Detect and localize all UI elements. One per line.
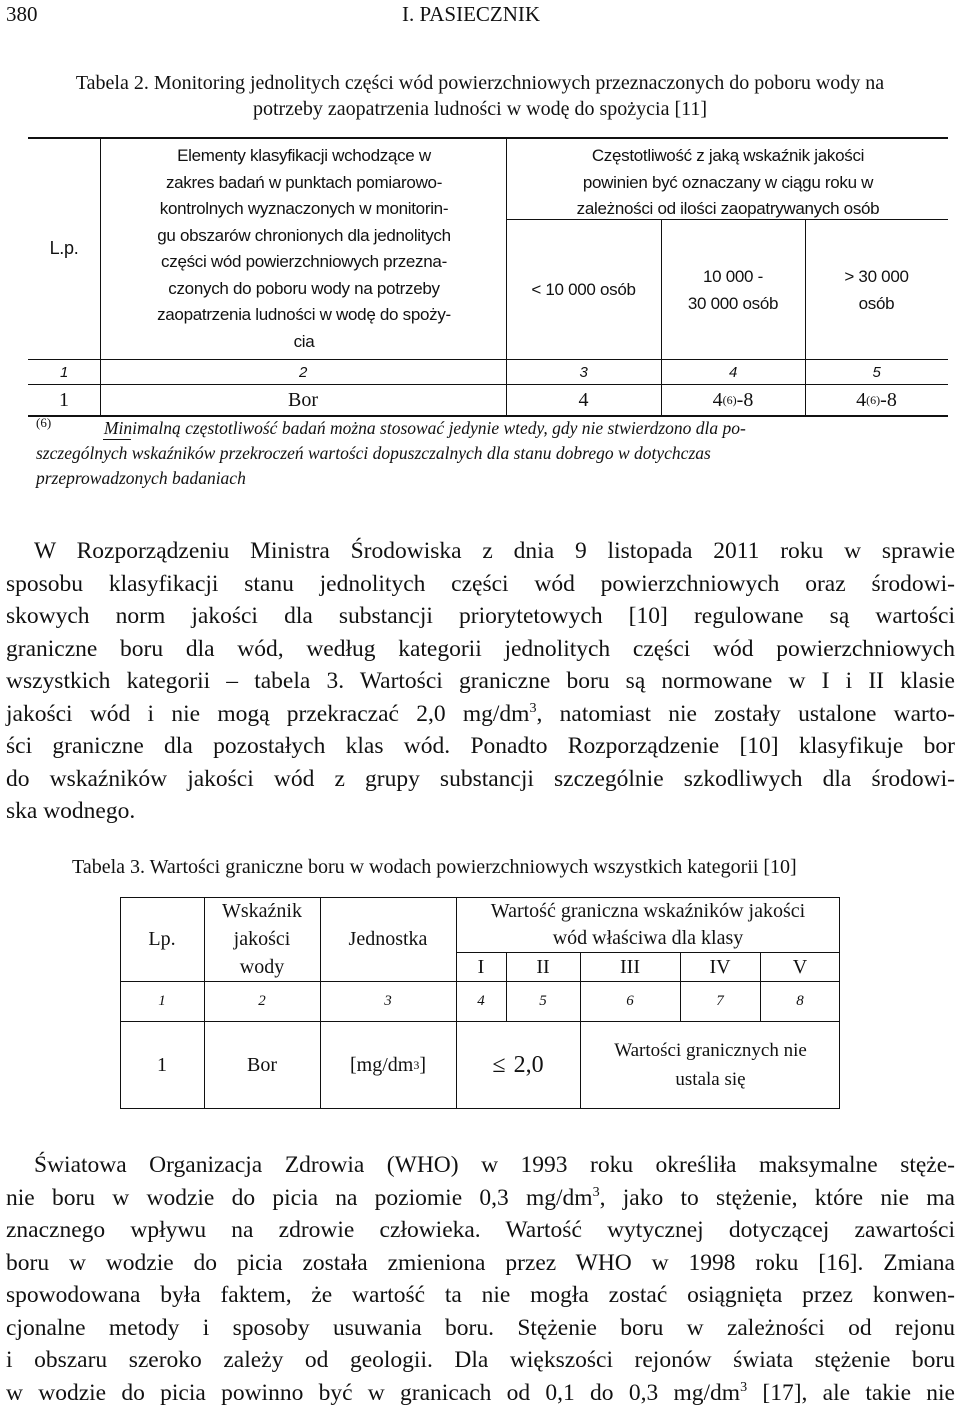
table2-header-lp: L.p. bbox=[49, 237, 79, 258]
table3-colnum-5: 5 bbox=[539, 993, 547, 1009]
table3-colnum-6: 6 bbox=[626, 993, 634, 1009]
table3-header-unit: Jednostka bbox=[348, 927, 428, 950]
table3-cell-note: Wartości granicznych nie ustala się bbox=[614, 1040, 807, 1090]
table2 bbox=[28, 137, 948, 417]
table2-colnum-3: 3 bbox=[579, 363, 588, 381]
table2-cell-element: Bor bbox=[288, 388, 318, 411]
table3-colnum-3: 3 bbox=[384, 993, 392, 1009]
table2-footnote: $^{(6)}$ Minimalną częstotliwość badań można stosować jedynie wtedy, gdy nie stwierdzono dla po- szczególnych wskaźników przekroczeń wartości dopuszczalnych dla stanu dobrego w dotychczas przeprowadzonych badaniach bbox=[36, 415, 746, 488]
table3-header-limit: Wartość graniczna wskaźników jakości wód właściwa dla klasy bbox=[490, 899, 806, 949]
table3-class-2: II bbox=[536, 955, 550, 978]
table2-caption: Tabela 2. Monitoring jednolitych części wód powierzchniowych przeznaczonych do poboru wody na potrzeby zaopatrzenia ludności w wodę do spożycia [11] bbox=[75, 72, 885, 120]
table2-cell-lt: 4 bbox=[578, 388, 589, 411]
table2-colnum-5: 5 bbox=[872, 363, 881, 381]
table2-colnum-1: 1 bbox=[59, 363, 69, 381]
paragraph-1: W Rozporządzeniu Ministra Środowiska z dnia 9 listopada 2011 roku w sprawie sposobu klasyfikacji stanu jednolitych części wód powierzchniowych oraz środowi- skowych norm jakości dla substancji priorytetowych [10] regulowane są wartości graniczne boru dla wód, według kategorii jednolitych części wód powierzchniowych wszystkich kategorii – tabela 3. Wartości graniczne boru są normowane w I i II klasie jakości wód i nie mogą przekraczać 2,0 $mg/dm^3$, natomiast nie zostały ustalone warto- ści graniczne dla pozostałych klas wód. Ponadto Rozporządzenie [10] klasyfikuje bor do wskaźników jakości wód z grupy substancji szczególnie szkodliwych dla środowi- ska wodnego. bbox=[6, 538, 955, 824]
table3-colnum-2: 2 bbox=[258, 993, 266, 1009]
table3-cell-limit: ≤ 2,0 bbox=[492, 1051, 544, 1078]
table3-colnum-4: 4 bbox=[477, 993, 485, 1009]
table3-colnum-1: 1 bbox=[158, 993, 166, 1009]
table3-class-4: IV bbox=[709, 955, 731, 978]
table3-class-1: I bbox=[477, 955, 485, 978]
table2-colnum-2: 2 bbox=[298, 363, 308, 381]
table2-subheader-mid: 10 000 - 30 000 osób bbox=[687, 266, 779, 313]
table3-colnum-7: 7 bbox=[716, 993, 724, 1009]
table2-cell-gt: 4 (6) -8 bbox=[856, 388, 897, 411]
table2-subheader-lt: < 10 000 osób bbox=[531, 279, 636, 299]
table2-cell-lp: 1 bbox=[59, 388, 69, 411]
table3-caption: Tabela 3. Wartości graniczne boru w wodach powierzchniowych wszystkich kategorii [10] bbox=[72, 856, 797, 878]
table2-cell-mid: 4 (6) -8 bbox=[712, 388, 754, 411]
table3-class-3: III bbox=[620, 955, 640, 978]
table2-colnum-4: 4 bbox=[728, 363, 738, 381]
table3-cell-lp: 1 bbox=[157, 1053, 167, 1076]
table2-header-frequency: Częstotliwość z jaką wskaźnik jakości powinien być oznaczany w ciągu roku w zależności od ilości zaopatrywanych osób bbox=[576, 146, 880, 218]
table2-subheader-gt: > 30 000 osób bbox=[844, 266, 909, 313]
table3-header-lp: Lp. bbox=[148, 927, 176, 950]
page-number: 380 bbox=[6, 2, 38, 26]
less-or-equal-icon: ≤ bbox=[492, 1051, 506, 1078]
table3-header-indicator: Wskaźnik jakości wody bbox=[222, 900, 302, 978]
table3-class-5: V bbox=[792, 955, 808, 978]
paragraph-2: Światowa Organizacja Zdrowia (WHO) w 1993 roku określiła maksymalne stęże- nie boru w wodzie do picia na poziomie 0,3 $mg/dm^3$, jako to stężenie, które nie ma znacznego wpływu na zdrowie człowieka. Wartość wytycznej dotyczącej zawartości boru w wodzie do picia została zmieniona przez WHO w 1998 roku [16]. Zmiana spowodowana była faktem, że wartość ta nie mogła zostać osiągnięta przez konwen- cjonalne metody i sposoby usuwania boru. Stężenie boru w zależności od rejonu i obszaru szeroko zależy od geologii. Dla większości rejonów świata stężenie boru w wodzie do picia powinno być w granicach od 0,1 do 0,3 $mg/dm^3$ [17], ale takie nie bbox=[6, 1152, 955, 1406]
running-header: I. PASIECZNIK bbox=[402, 2, 541, 26]
table3-colnum-8: 8 bbox=[796, 993, 804, 1009]
table3-cell-indicator: Bor bbox=[247, 1053, 277, 1076]
table2-header-elements: Elementy klasyfikacji wchodzące w zakres badań w punktach pomiarowo- kontrolnych wyznaczonych w monitorin- gu obszarów chronionych dla jednolitych części wód powierzchniowych przezna- czonych do poboru wody na potrzeby zaopatrzenia ludności w wodę do spoży- cia bbox=[157, 146, 451, 351]
table3-cell-unit: [mg/dm 3 ] bbox=[349, 1053, 426, 1076]
table3 bbox=[120, 897, 840, 1109]
